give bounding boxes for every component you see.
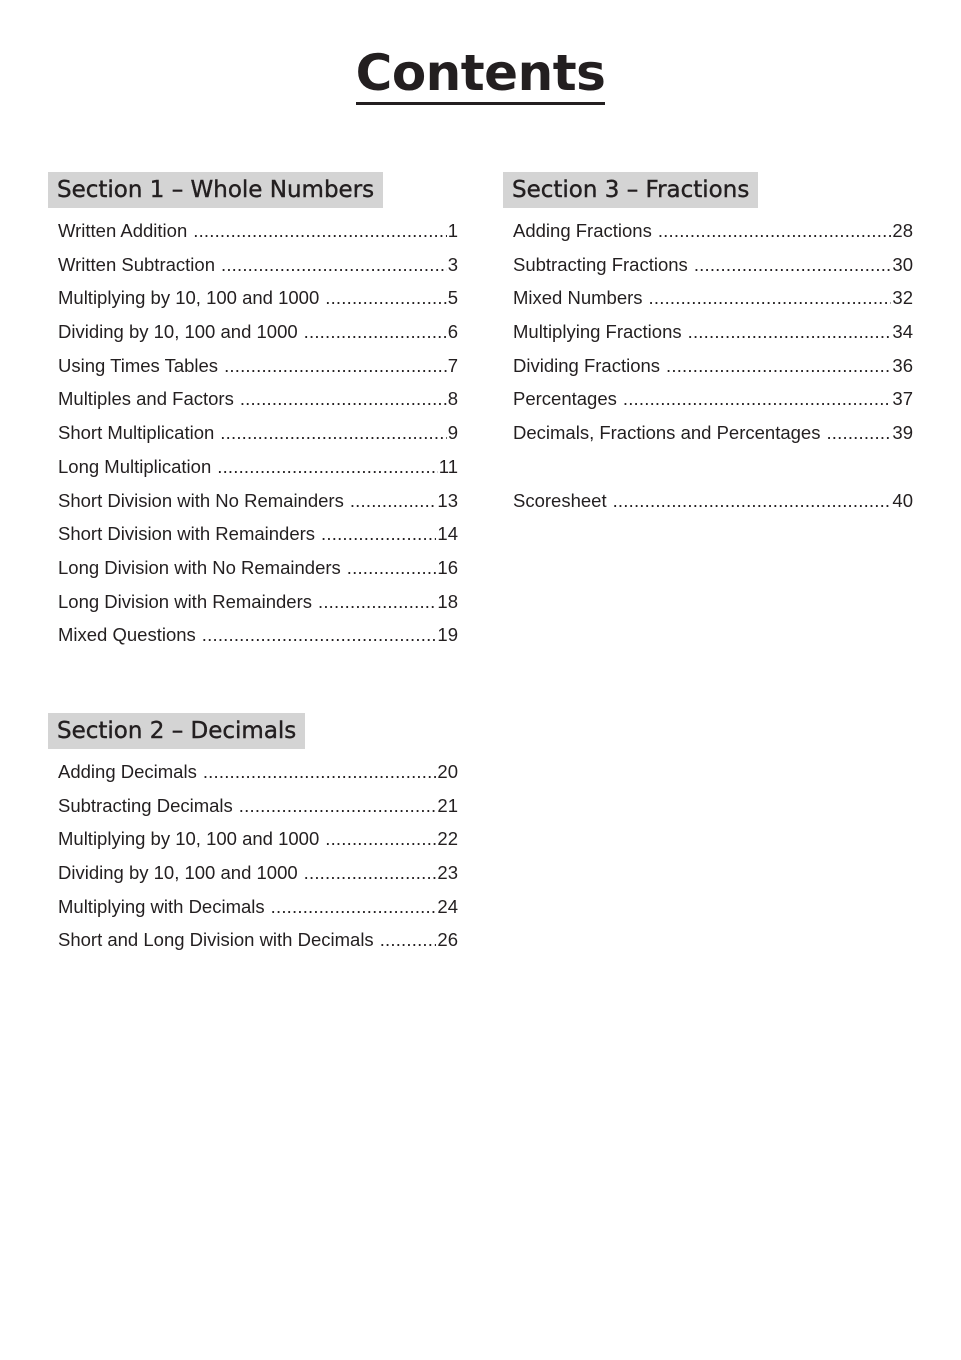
dot-leader [613,484,892,518]
toc-item-title: Short Division with Remainders [58,523,316,545]
toc-item-title: Multiplying with Decimals [58,895,265,917]
dot-leader [318,585,436,619]
dot-leader [304,856,437,890]
dot-leader [217,450,438,484]
toc-item-page: 30 [892,253,913,275]
dot-leader [239,789,437,823]
toc-item[interactable] [58,618,458,652]
dot-leader [694,248,892,282]
toc-item[interactable] [513,315,913,349]
toc-item[interactable] [513,281,913,315]
section-header: Section 3 – Fractions [503,172,758,208]
dot-leader [623,382,892,416]
toc-item-title: Multiples and Factors [58,388,234,410]
toc-item-page: 39 [892,422,913,444]
toc-item[interactable] [58,923,458,957]
toc-item[interactable] [58,315,458,349]
toc-item-title: Long Division with No Remainders [58,556,341,578]
toc-item-title: Multiplying by 10, 100 and 1000 [58,828,320,850]
dot-leader [688,315,892,349]
section-whole-numbers [48,172,458,652]
dot-leader [380,923,437,957]
toc-item-page: 18 [437,590,458,612]
dot-leader [350,484,437,518]
toc-item-scoresheet[interactable] [513,484,913,518]
toc-item[interactable] [58,856,458,890]
toc-item-title: Subtracting Decimals [58,794,233,816]
dot-leader [240,382,447,416]
toc-item[interactable] [58,585,458,619]
dot-leader [304,315,447,349]
toc-item-page: 20 [437,761,458,782]
toc-item[interactable] [58,822,458,856]
toc-item-title: Dividing Fractions [513,354,661,376]
dot-leader [221,248,447,282]
page-title [0,44,961,105]
toc-item-title: Decimals, Fractions and Percentages [513,422,821,444]
toc-item-page: 14 [437,523,458,545]
toc-item-page: 28 [892,220,913,241]
dot-leader [325,822,436,856]
dot-leader [193,214,446,248]
toc-list [48,214,458,652]
toc-item-page: 34 [892,321,913,343]
toc-item-page: 21 [437,794,458,816]
toc-item-page: 40 [892,489,913,511]
toc-item-title: Mixed Numbers [513,287,643,309]
toc-item-title: Short Multiplication [58,422,215,444]
toc-item-page: 13 [437,489,458,511]
dot-leader [203,755,437,789]
toc-item-page: 5 [447,287,458,309]
toc-item-title: Adding Decimals [58,761,197,782]
toc-item[interactable] [58,890,458,924]
toc-list [48,755,458,957]
toc-item[interactable] [58,248,458,282]
toc-item[interactable] [58,484,458,518]
toc-item-title: Written Addition [58,220,188,241]
dot-leader [271,890,437,924]
toc-item-page: 24 [437,895,458,917]
toc-item-title: Long Multiplication [58,455,212,477]
toc-item-title: Percentages [513,388,617,410]
toc-item[interactable] [513,214,913,248]
dot-leader [666,349,891,383]
toc-item-title: Dividing by 10, 100 and 1000 [58,862,298,884]
toc-item-page: 23 [437,862,458,884]
toc-item[interactable] [58,382,458,416]
toc-item-title: Short Division with No Remainders [58,489,344,511]
toc-item[interactable] [513,416,913,450]
toc-item[interactable] [513,349,913,383]
dot-leader [202,618,437,652]
toc-item-title: Short and Long Division with Decimals [58,929,374,951]
toc-item-page: 3 [447,253,458,275]
dot-leader [347,551,437,585]
dot-leader [321,517,436,551]
toc-item[interactable] [58,755,458,789]
toc-item-title: Using Times Tables [58,354,219,376]
page-title-text: Contents [356,48,606,105]
toc-item-page: 6 [447,321,458,343]
toc-item-page: 32 [892,287,913,309]
toc-item[interactable] [58,517,458,551]
toc-item[interactable] [513,248,913,282]
section-decimals [48,713,458,957]
toc-item-page: 19 [437,624,458,646]
toc-item-page: 8 [447,388,458,410]
dot-leader [826,416,891,450]
toc-item-page: 1 [447,220,458,241]
toc-item-page: 11 [438,455,458,477]
section-fractions [503,172,913,517]
toc-item-page: 26 [437,929,458,951]
toc-item[interactable] [58,551,458,585]
toc-list [503,214,913,450]
toc-item[interactable] [513,382,913,416]
toc-item-title: Dividing by 10, 100 and 1000 [58,321,298,343]
toc-item-title: Long Division with Remainders [58,590,312,612]
toc-item-title: Adding Fractions [513,220,652,241]
toc-item[interactable] [58,214,458,248]
spacer [503,450,913,484]
toc-item-title: Multiplying by 10, 100 and 1000 [58,287,320,309]
dot-leader [224,349,447,383]
dot-leader [649,281,892,315]
extras-list [503,484,913,518]
toc-item-page: 7 [447,354,458,376]
toc-item-page: 16 [437,556,458,578]
toc-item-page: 36 [892,354,913,376]
dot-leader [325,281,446,315]
toc-item-page: 37 [892,388,913,410]
section-header: Section 2 – Decimals [48,713,305,749]
toc-item-title: Subtracting Fractions [513,253,688,275]
toc-item-page: 22 [437,828,458,850]
dot-leader [658,214,892,248]
section-header: Section 1 – Whole Numbers [48,172,383,208]
toc-item-page: 9 [447,422,458,444]
toc-item-title: Written Subtraction [58,253,215,275]
toc-item-title: Scoresheet [513,489,607,511]
toc-item[interactable] [58,349,458,383]
toc-item[interactable] [58,450,458,484]
toc-item-title: Mixed Questions [58,624,196,646]
toc-item[interactable] [58,789,458,823]
toc-item[interactable] [58,416,458,450]
toc-item-title: Multiplying Fractions [513,321,682,343]
dot-leader [220,416,446,450]
toc-item[interactable] [58,281,458,315]
